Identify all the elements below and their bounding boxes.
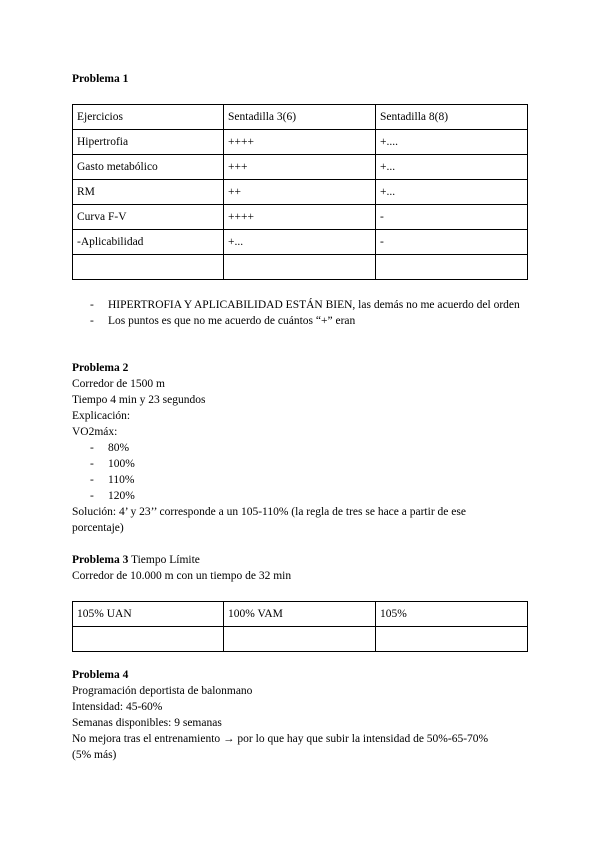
table-cell: +... bbox=[224, 230, 376, 255]
table-cell: +.... bbox=[376, 130, 528, 155]
list-item-text: 110% bbox=[108, 474, 135, 486]
problem-2-solution: Solución: 4’ y 23’’ corresponde a un 105-110% (la regla de tres se hace a partir de ese bbox=[72, 506, 466, 518]
problem-4-section bbox=[72, 667, 528, 763]
problem-3-line: Corredor de 10.000 m con un tiempo de 32 min bbox=[72, 570, 292, 582]
list-item: - HIPERTROFIA Y APLICABILIDAD ESTÁN BIEN, las demás no me acuerdo del orden bbox=[90, 299, 520, 311]
table-row bbox=[73, 230, 528, 255]
problem-1-notes bbox=[72, 297, 528, 329]
table-row bbox=[73, 130, 528, 155]
list-item: - 110% bbox=[90, 474, 135, 486]
problem-4-line: No mejora tras el entrenamiento → por lo que hay que subir la intensidad de 50%-65-70% bbox=[72, 733, 489, 745]
table-row bbox=[73, 155, 528, 180]
list-item-text: 100% bbox=[108, 458, 135, 470]
table-cell bbox=[376, 627, 528, 652]
table-cell: ++++ bbox=[224, 205, 376, 230]
problem-2-line: VO2máx: bbox=[72, 426, 118, 438]
problem-3-subtitle: Tiempo Límite bbox=[128, 554, 200, 566]
note-text: HIPERTROFIA Y APLICABILIDAD ESTÁN BIEN, las demás no me acuerdo del orden bbox=[108, 299, 520, 311]
table-cell bbox=[73, 255, 224, 280]
table-header-cell: Sentadilla 3(6) bbox=[224, 105, 376, 130]
table-cell: Curva F-V bbox=[73, 205, 224, 230]
table-cell bbox=[224, 255, 376, 280]
table-header-cell: Sentadilla 8(8) bbox=[376, 105, 528, 130]
problem-3-title: Problema 3 bbox=[72, 554, 129, 566]
table-cell bbox=[73, 627, 224, 652]
problem-2-line: Tiempo 4 min y 23 segundos bbox=[72, 394, 206, 406]
table-row bbox=[73, 205, 528, 230]
table-header-cell: Ejercicios bbox=[73, 105, 224, 130]
vo2max-list bbox=[72, 440, 528, 504]
problem-4-title: Problema 4 bbox=[72, 669, 129, 681]
table-cell: - bbox=[376, 230, 528, 255]
table-cell bbox=[224, 627, 376, 652]
problem-1-table bbox=[72, 104, 528, 280]
table-cell: - bbox=[376, 205, 528, 230]
table-header-cell: 105% bbox=[376, 602, 528, 627]
table-cell: Hipertrofia bbox=[73, 130, 224, 155]
table-cell bbox=[376, 255, 528, 280]
table-row bbox=[73, 627, 528, 652]
problem-2-line: Explicación: bbox=[72, 410, 131, 422]
table-header-row bbox=[73, 602, 528, 627]
table-header-cell: 105% UAN bbox=[73, 602, 224, 627]
problem-4-line: (5% más) bbox=[72, 749, 117, 761]
table-cell: Gasto metabólico bbox=[73, 155, 224, 180]
table-cell: +... bbox=[376, 155, 528, 180]
problem-2-line: Corredor de 1500 m bbox=[72, 378, 165, 390]
problem-4-line: Programación deportista de balonmano bbox=[72, 685, 253, 697]
table-cell: RM bbox=[73, 180, 224, 205]
problem-2-section bbox=[72, 360, 528, 536]
table-cell: ++++ bbox=[224, 130, 376, 155]
list-item-text: 120% bbox=[108, 490, 135, 502]
problem-3-section bbox=[72, 552, 528, 584]
problem-4-line: Semanas disponibles: 9 semanas bbox=[72, 717, 222, 729]
table-row bbox=[73, 180, 528, 205]
list-item: - 100% bbox=[90, 458, 135, 470]
note-text: Los puntos es que no me acuerdo de cuántos “+” eran bbox=[108, 315, 356, 327]
problem-2-title: Problema 2 bbox=[72, 362, 129, 374]
table-header-row bbox=[73, 105, 528, 130]
list-item: - 80% bbox=[90, 442, 130, 454]
table-cell: ++ bbox=[224, 180, 376, 205]
table-row bbox=[73, 255, 528, 280]
list-item: - Los puntos es que no me acuerdo de cuántos “+” eran bbox=[90, 315, 356, 327]
list-item: - 120% bbox=[90, 490, 135, 502]
table-cell: +++ bbox=[224, 155, 376, 180]
list-item-text: 80% bbox=[108, 442, 130, 454]
table-cell: +... bbox=[376, 180, 528, 205]
table-cell: -Aplicabilidad bbox=[73, 230, 224, 255]
table-header-cell: 100% VAM bbox=[224, 602, 376, 627]
problem-3-table bbox=[72, 601, 528, 652]
problem-4-line: Intensidad: 45-60% bbox=[72, 701, 163, 713]
problem-2-solution-continued: porcentaje) bbox=[72, 522, 124, 534]
problem-1-title: Problema 1 bbox=[72, 73, 129, 85]
